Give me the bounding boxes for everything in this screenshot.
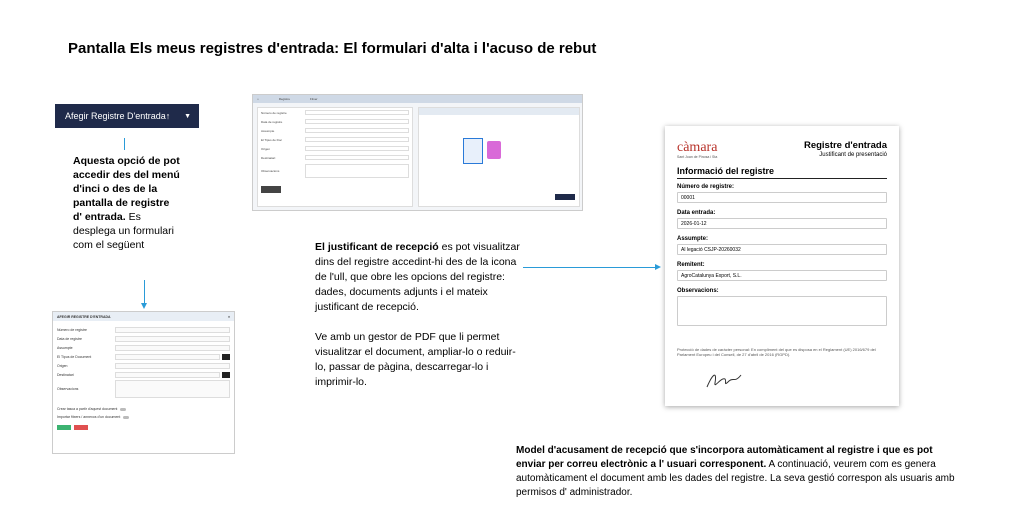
description-receipt-model: Model d'acusament de recepció que s'incorpora automàticament al registre i que es pot enviar per correu electrònic a l' usuari corresponent. A continuació, veurem com es genera automàticament el document amb les dades del registre. La seva gestió correspon als usuaris amb permisos d' administrador. <box>516 445 955 498</box>
arrow-down-icon <box>141 303 147 309</box>
connector-line <box>523 267 655 268</box>
connector-line <box>124 138 125 150</box>
field-sender: Remitent: AgroCatalunya Export, S.L. <box>677 262 887 281</box>
page-title: Pantalla Els meus registres d'entrada: El formulari d'alta i l'acuso de rebut <box>68 40 597 57</box>
add-entry-register-button[interactable] <box>55 104 199 128</box>
register-detail-screenshot: ⌂ Registre Fitxer Número de registre Data de registre Assumpte El Tipus de Doc Origen Destinatari Observacions <box>252 94 583 211</box>
description-receipt: El justificant de recepció es pot visualitzar dins del registre accedint-hi des de la icona de l'ull, que obre les opcions del registre: dades, documents adjunts i el mateix justificant de recepció. Ve amb un gestor de PDF que li permet visualitzar el document, ampliar-lo o reduir-lo, passar de pàgina, descarregar-lo i imprimir-lo. <box>315 241 520 388</box>
add-entry-register-label: Afegir Registre D'entrada↑ <box>65 111 171 121</box>
chevron-down-icon: ▼ <box>184 113 191 120</box>
receipt-document <box>665 126 899 406</box>
receipt-subtitle: Justificant de presentació <box>819 152 887 158</box>
logo-subtitle: Sant Joan de Pinosa i Sta <box>677 155 718 159</box>
connector-line <box>144 280 145 304</box>
add-register-form-screenshot: AFEGIR REGISTRE D'ENTRADA × Número de registre Data de registre Assumpte El Tipus de Document Origen Destinatari Observacions Crear tasca a partir d'aquest document Importar fitxers / annexos d'un document <box>52 311 235 454</box>
field-observations: Observacions: <box>677 288 887 326</box>
arrow-right-icon <box>655 264 661 270</box>
signature-icon <box>705 369 745 391</box>
legal-notice: Protecció de dades de caràcter personal: En compliment del que es disposa en el Reglament (UE) 2016/679 del Parlament Europeu i del Consell, de 27 d'abril de 2016 (RGPD). <box>677 347 876 357</box>
receipt-title: Registre d'entrada <box>803 140 887 151</box>
field-subject: Assumpte: Al legació CSJP-20260032 <box>677 236 887 255</box>
field-register-number: Número de registre: 00001 <box>677 184 887 203</box>
receipt-section-title: Informació del registre <box>677 166 887 179</box>
field-entry-date: Data entrada: 2026-01-12 <box>677 210 887 229</box>
description-add-form: Aquesta opció de pot accedir des del menú d'inci o des de la pantalla de registre d' entrada. Es desplega un formulari com el següent <box>73 155 180 251</box>
chamber-logo: càmara <box>677 140 718 155</box>
